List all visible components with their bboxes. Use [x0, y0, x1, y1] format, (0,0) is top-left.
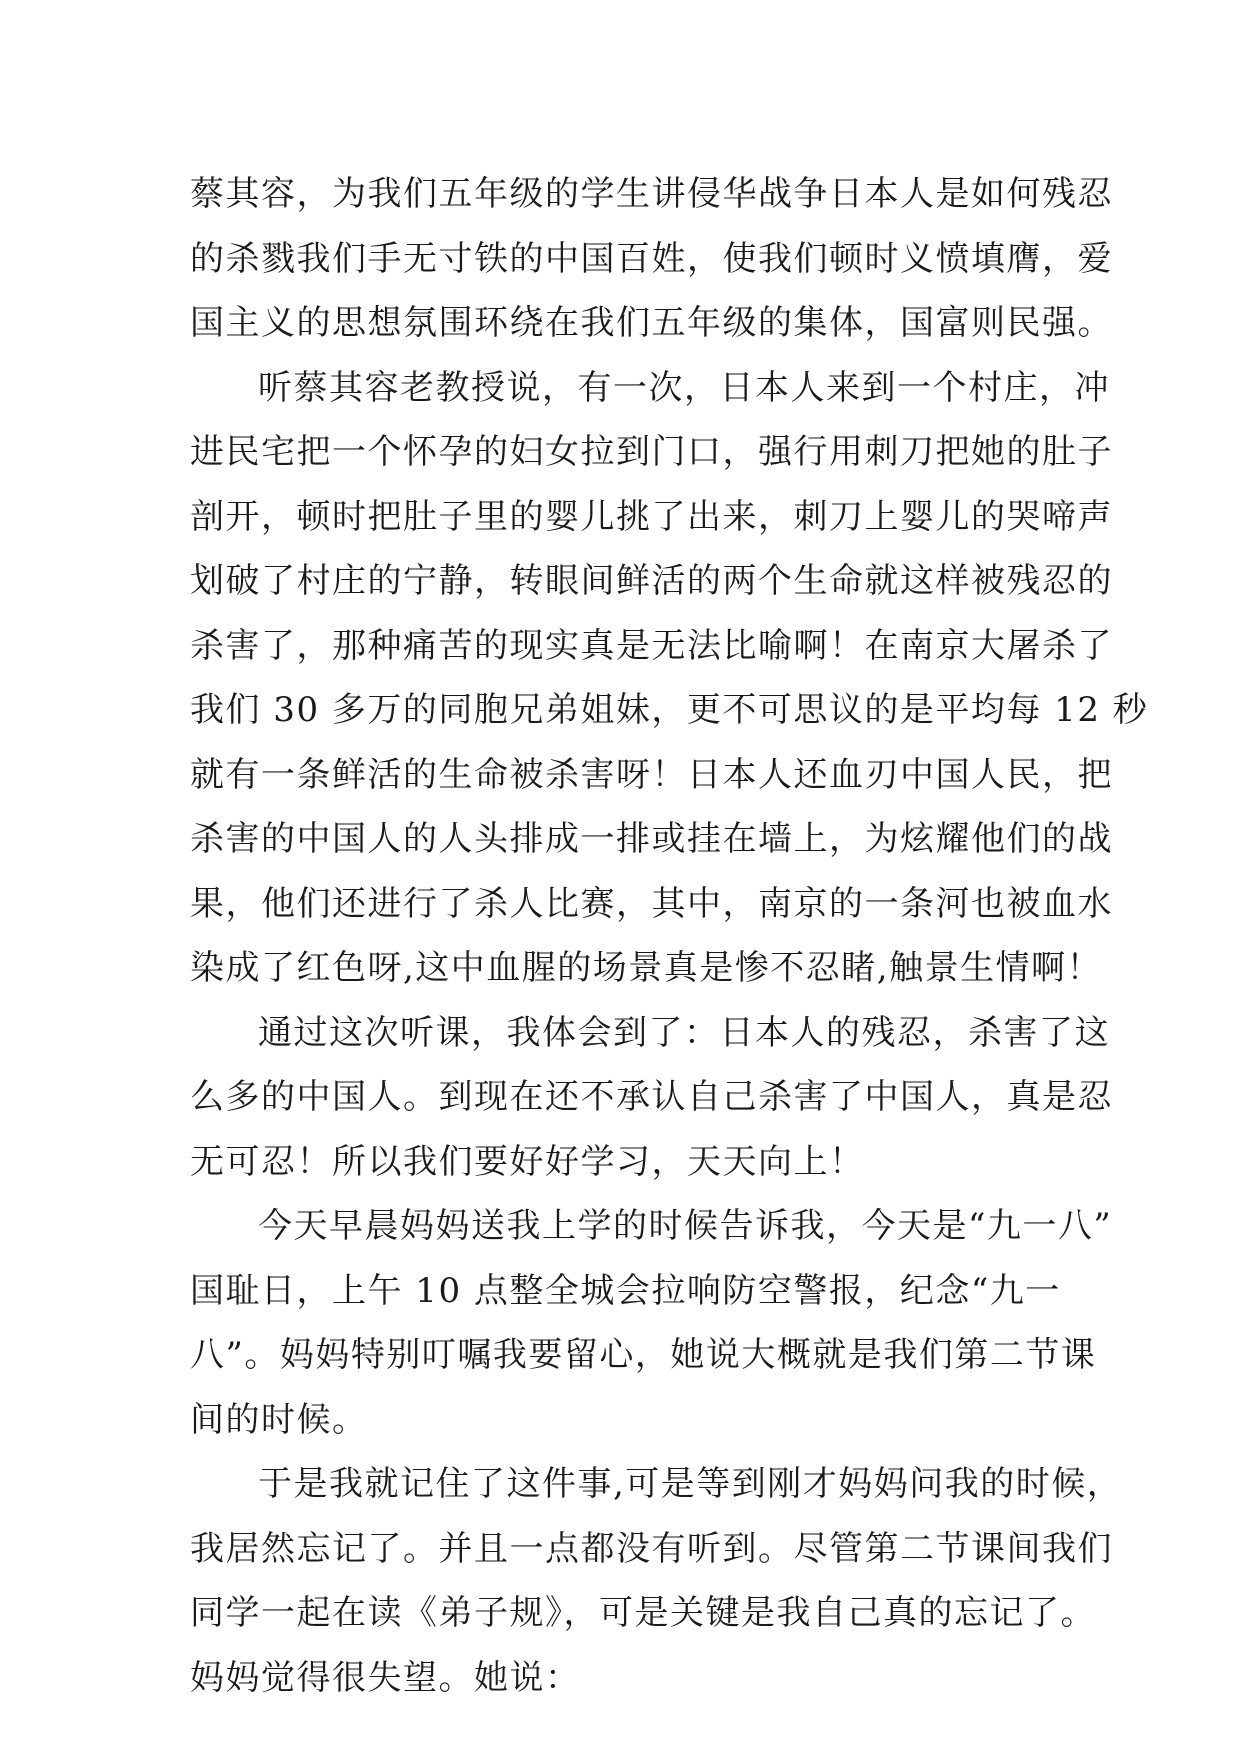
text-line: 染成了红色呀,这中血腥的场景真是惨不忍睹,触景生情啊！ [190, 948, 1103, 988]
paragraph-2 [190, 356, 1149, 1001]
text-line: 同学一起在读《弟子规》，可是关键是我自己真的忘记了。 [190, 1593, 1096, 1633]
text-line: 划破了村庄的宁静，转眼间鲜活的两个生命就这样被残忍的 [190, 561, 1113, 601]
text-line: 么多的中国人。到现在还不承认自己杀害了中国人，真是忍 [190, 1077, 1113, 1117]
text-line: 的杀戮我们手无寸铁的中国百姓，使我们顿时义愤填膺，爱 [190, 238, 1113, 279]
paragraph-3 [190, 1001, 1113, 1195]
text-line: 国耻日，上午 10 点整全城会拉响防空警报，纪念“九一 [190, 1270, 1061, 1311]
text-line: 间的时候。 [190, 1399, 368, 1440]
text-line: 蔡其容，为我们五年级的学生讲侵华战争日本人是如何残忍 [190, 174, 1113, 214]
text-line: 通过这次听课，我体会到了：日本人的残忍，杀害了这 [258, 1012, 1110, 1053]
text-line: 今天早晨妈妈送我上学的时候告诉我，今天是“九一八” [258, 1206, 1113, 1246]
paragraph-5 [190, 1452, 1123, 1710]
text-line: 果，他们还进行了杀人比赛，其中，南京的一条河也被血水 [190, 883, 1113, 924]
text-line: 我居然忘记了。并且一点都没有听到。尽管第二节课间我们 [190, 1528, 1113, 1569]
text-line: 国主义的思想氛围环绕在我们五年级的集体，国富则民强。 [190, 303, 1113, 343]
text-line: 杀害了，那种痛苦的现实真是无法比喻啊！在南京大屠杀了 [190, 625, 1113, 666]
text-line: 进民宅把一个怀孕的妇女拉到门口，强行用刺刀把她的肚子 [190, 432, 1113, 472]
text-line: 听蔡其容老教授说，有一次，日本人来到一个村庄，冲 [258, 367, 1110, 408]
text-line: 剖开，顿时把肚子里的婴儿挑了出来，刺刀上婴儿的哭啼声 [190, 496, 1113, 537]
paragraph-4 [190, 1194, 1113, 1452]
text-line: 我们 30 多万的同胞兄弟姐妹，更不可思议的是平均每 12 秒 [190, 690, 1149, 730]
text-line: 于是我就记住了这件事,可是等到刚才妈妈问我的时候， [258, 1464, 1123, 1504]
text-line: 杀害的中国人的人头排成一排或挂在墙上，为炫耀他们的战 [190, 819, 1113, 859]
document-body [190, 162, 1149, 1710]
text-line: 八”。妈妈特别叮嘱我要留心，她说大概就是我们第二节课 [190, 1335, 1097, 1375]
text-line: 就有一条鲜活的生命被杀害呀！日本人还血刃中国人民，把 [190, 754, 1113, 795]
text-line: 妈妈觉得很失望。她说： [190, 1657, 581, 1698]
text-line: 无可忍！所以我们要好好学习，天天向上！ [190, 1141, 865, 1182]
paragraph-1 [190, 162, 1113, 356]
